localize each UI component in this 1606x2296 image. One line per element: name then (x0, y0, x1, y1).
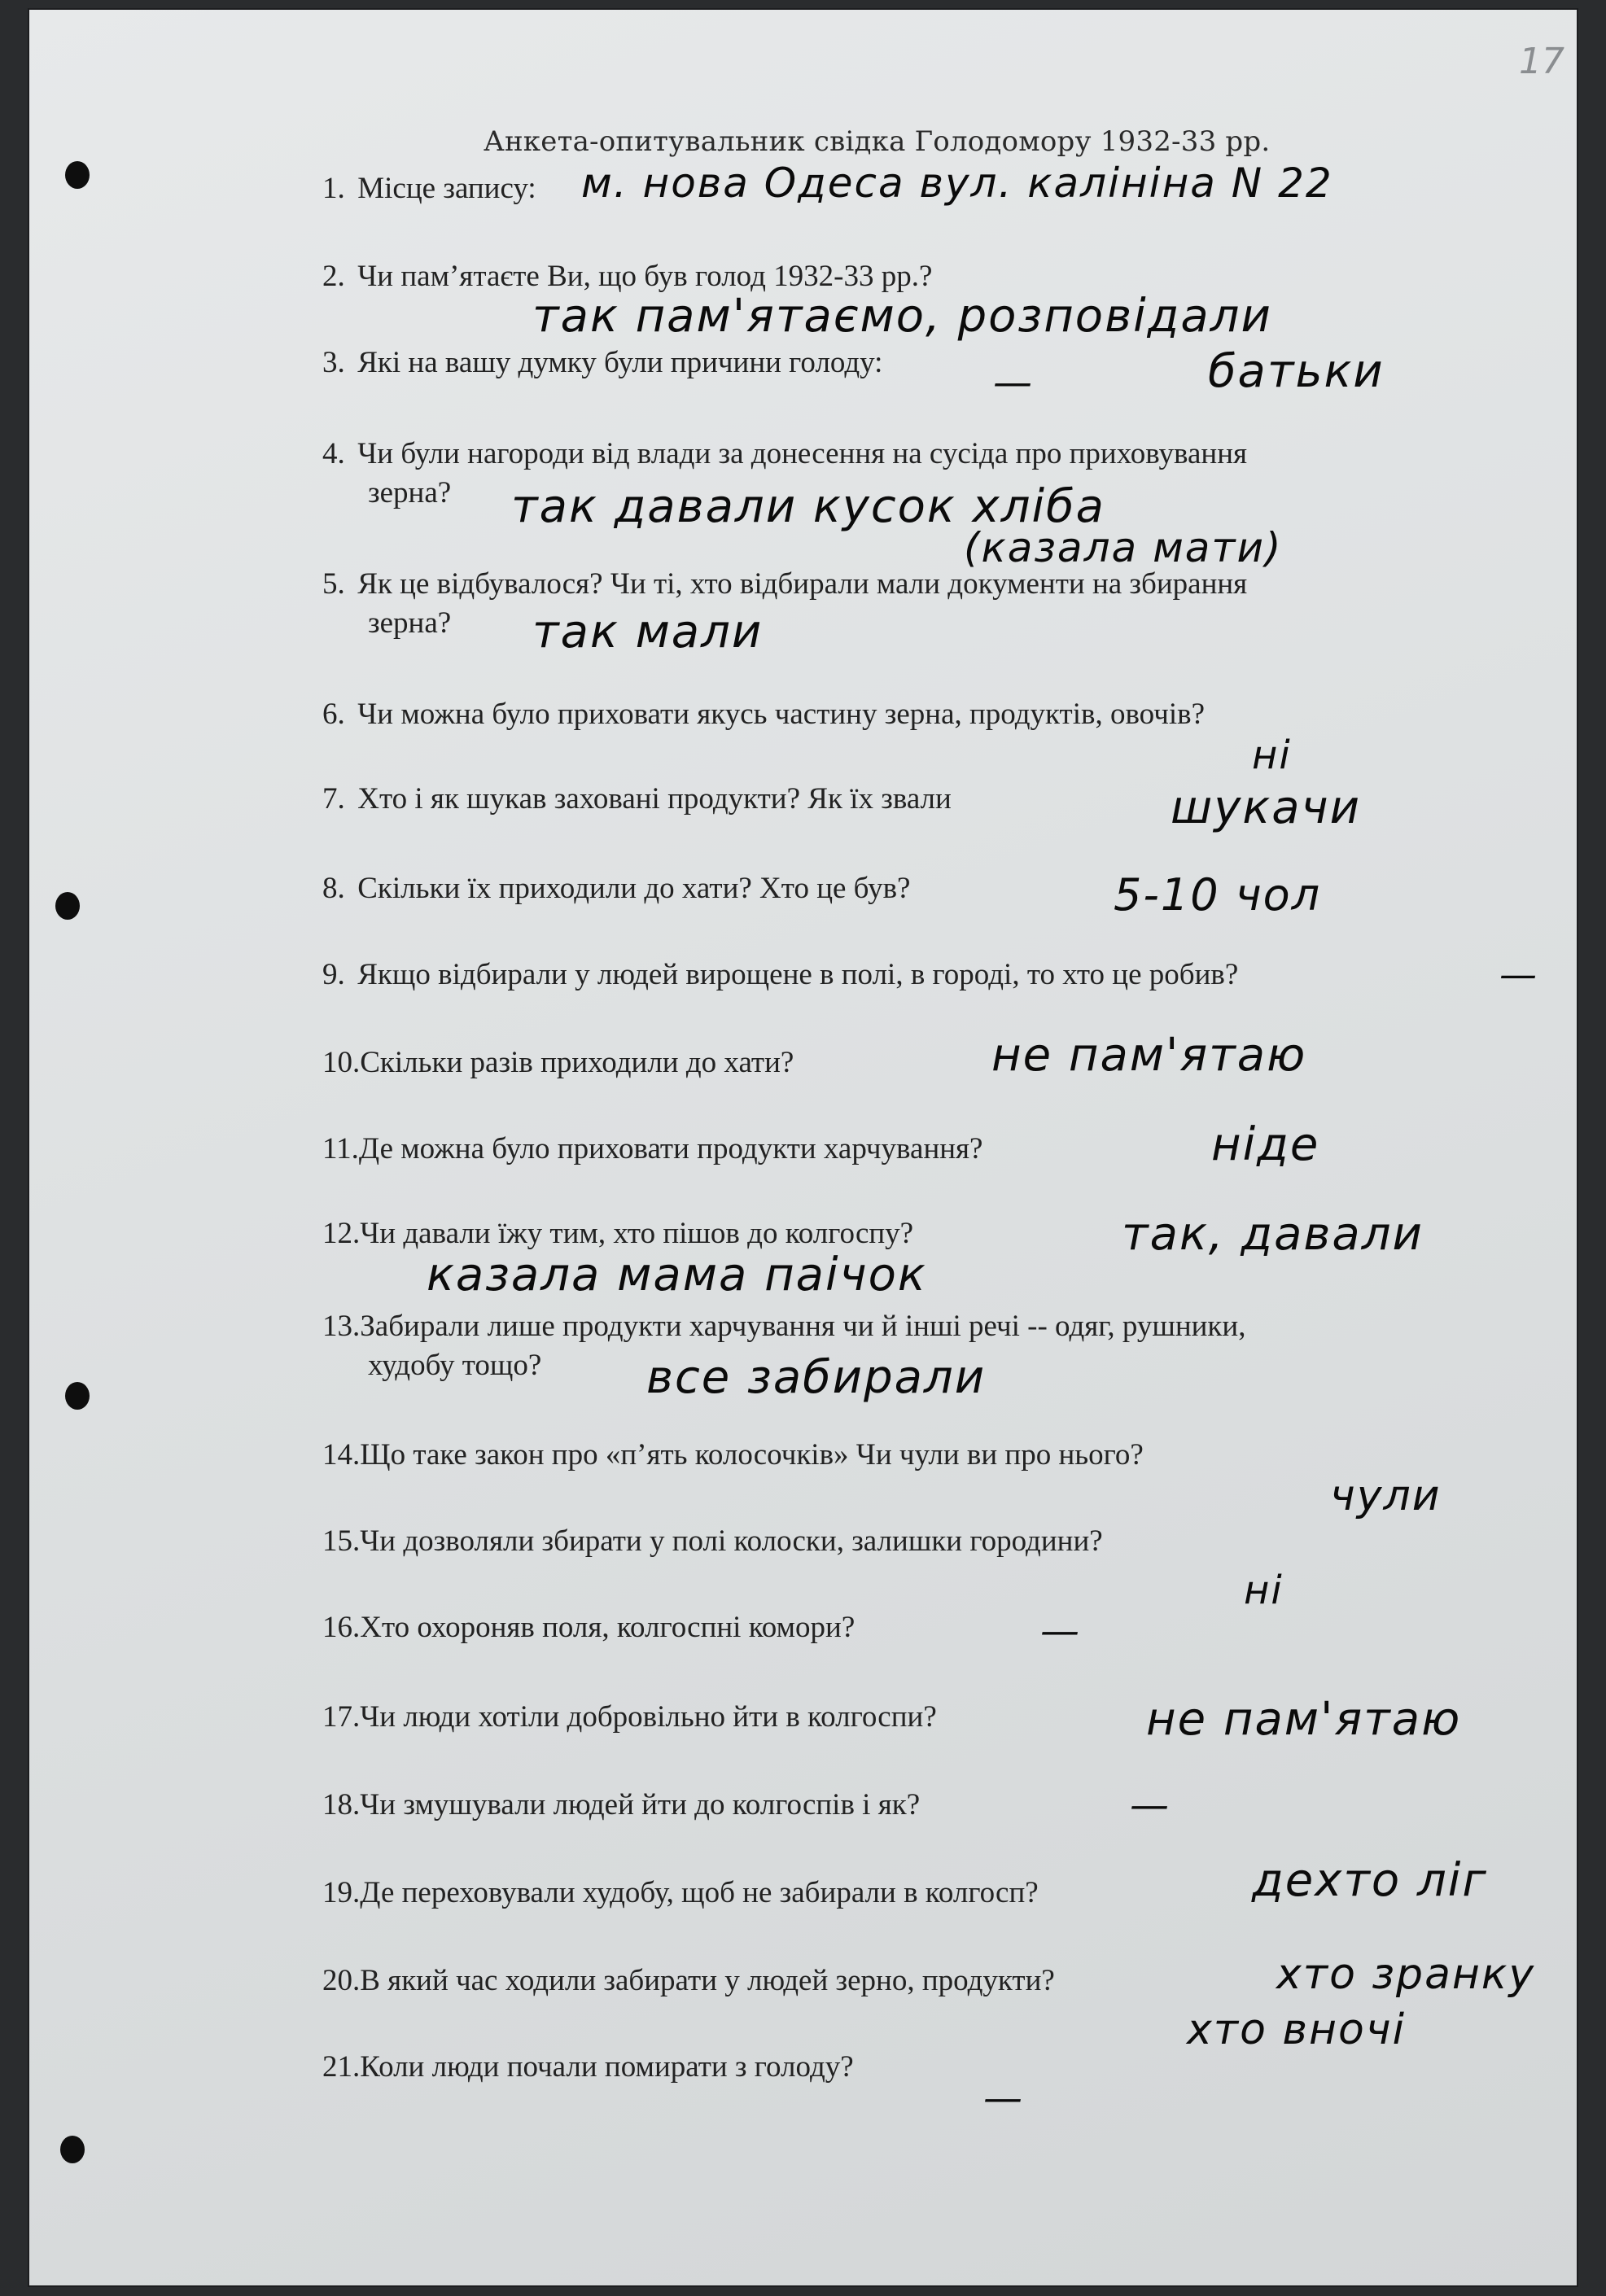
question-5 (322, 565, 1511, 643)
question-16 (322, 1608, 1511, 1647)
answer-6: ні (1252, 733, 1292, 778)
question-text: Місце запису: (357, 172, 536, 205)
question-number: 2. (322, 260, 345, 293)
question-18 (322, 1786, 1511, 1825)
question-number: 17. (322, 1700, 361, 1734)
punch-hole (65, 161, 90, 189)
question-number: 4. (322, 437, 345, 470)
question-text: Де можна було приховати продукти харчування? (358, 1132, 983, 1165)
question-text: Хто охороняв поля, колгоспні комори? (360, 1611, 856, 1644)
question-number: 10. (322, 1046, 361, 1079)
question-text: Хто і як шукав заховані продукти? Як їх звали (357, 782, 952, 816)
answer-10: не пам'ятаю (991, 1029, 1307, 1082)
question-text: Чи люди хотіли добровільно йти в колгоспи? (360, 1700, 937, 1734)
question-text: Чи давали їжу тим, хто пішов до колгоспу? (360, 1217, 914, 1250)
question-text: Як це відбувалося? Чи ті, хто відбирали мали документи на збирання (357, 567, 1248, 601)
question-text: Забирали лише продукти харчування чи й інші речі -- одяг, рушники, (360, 1310, 1246, 1343)
question-number: 7. (322, 782, 345, 816)
question-11 (322, 1130, 1511, 1169)
answer-20-line1: хто зранку (1276, 1950, 1536, 1999)
question-text: Чи можна було приховати якусь частину зерна, продуктів, овочів? (357, 698, 1206, 731)
question-number: 21. (322, 2050, 361, 2084)
answer-12-line1: так, давали (1122, 1208, 1424, 1261)
question-text-cont: зерна? (368, 606, 452, 640)
answer-5: так мали (532, 606, 764, 658)
question-text: Чи змушували людей йти до колгоспів і як? (360, 1788, 921, 1821)
question-number: 16. (322, 1611, 361, 1644)
punch-hole (55, 892, 80, 920)
punch-hole (60, 2136, 85, 2163)
answer-2-line1: так пам'ятаємо, розповідали (532, 290, 1272, 343)
question-text: Скільки разів приходили до хати? (360, 1046, 794, 1079)
question-10 (322, 1043, 1511, 1082)
question-number: 15. (322, 1524, 361, 1558)
question-number: 19. (322, 1876, 361, 1909)
question-number: 9. (322, 958, 345, 991)
answer-20-line2: хто вночі (1187, 2005, 1407, 2054)
answer-4-line2: (казала мати) (964, 524, 1283, 571)
question-number: 12. (322, 1217, 361, 1250)
question-text-cont: зерна? (368, 476, 452, 509)
answer-17: не пам'ятаю (1146, 1693, 1462, 1746)
page-number: 17 (1519, 41, 1564, 82)
question-number: 6. (322, 698, 345, 731)
answer-7: шукачи (1171, 781, 1362, 834)
question-15 (322, 1522, 1511, 1561)
answer-2-line2: батьки (1208, 345, 1385, 398)
question-text: Що таке закон про «п’ять колосочків» Чи чули ви про нього? (360, 1438, 1144, 1472)
answer-4-line1: так давали кусок хліба (511, 480, 1105, 533)
question-text-cont: худобу тощо? (368, 1349, 542, 1382)
answer-12-line2: казала мама паічок (427, 1249, 927, 1301)
page-title: Анкета-опитувальник свідка Голодомору 1932-33 рр. (484, 125, 1271, 158)
questionnaire-sheet (28, 8, 1578, 2287)
question-9 (322, 956, 1511, 995)
question-number: 5. (322, 567, 345, 601)
question-text: Якщо відбирали у людей вирощене в полі, в городі, то хто це робив? (357, 958, 1239, 991)
question-text: Де переховували худобу, щоб не забирали в колгосп? (360, 1876, 1039, 1909)
question-text: Які на вашу думку були причини голоду: (357, 346, 883, 379)
question-number: 3. (322, 346, 345, 379)
question-6 (322, 695, 1511, 734)
question-text: Скільки їх приходили до хати? Хто це був? (357, 872, 911, 905)
question-text: Чи були нагороди від влади за донесення на сусіда про приховування (357, 437, 1248, 470)
answer-13: все забирали (646, 1351, 987, 1404)
question-number: 8. (322, 872, 345, 905)
question-text: В який час ходили забирати у людей зерно, продукти? (360, 1964, 1055, 1997)
answer-14: чули (1330, 1472, 1442, 1520)
answer-9-dash: — (1499, 952, 1538, 996)
answer-16-dash: — (1040, 1608, 1081, 1654)
question-8 (322, 869, 1511, 908)
question-text: Чи дозволяли збирати у полі колоски, залишки городини? (360, 1524, 1103, 1558)
answer-11: ніде (1211, 1118, 1320, 1171)
answer-8: 5-10 чол (1114, 869, 1322, 921)
answer-21-dash: — (983, 2075, 1024, 2121)
question-text: Коли люди почали помирати з голоду? (360, 2050, 854, 2084)
question-number: 1. (322, 172, 345, 205)
question-14 (322, 1436, 1511, 1475)
answer-19: дехто ліг (1252, 1854, 1488, 1907)
question-number: 14. (322, 1438, 361, 1472)
answer-1: м. нова Одеса вул. калініна N 22 (581, 160, 1333, 207)
answer-3-dash: — (993, 360, 1034, 405)
punch-hole (65, 1382, 90, 1410)
question-number: 20. (322, 1964, 361, 1997)
answer-15: ні (1244, 1568, 1284, 1613)
question-text: Чи пам’ятаєте Ви, що був голод 1932-33 рр.? (357, 260, 933, 293)
question-number: 11. (322, 1132, 359, 1165)
answer-18-dash: — (1130, 1782, 1171, 1828)
question-number: 18. (322, 1788, 361, 1821)
question-number: 13. (322, 1310, 361, 1343)
